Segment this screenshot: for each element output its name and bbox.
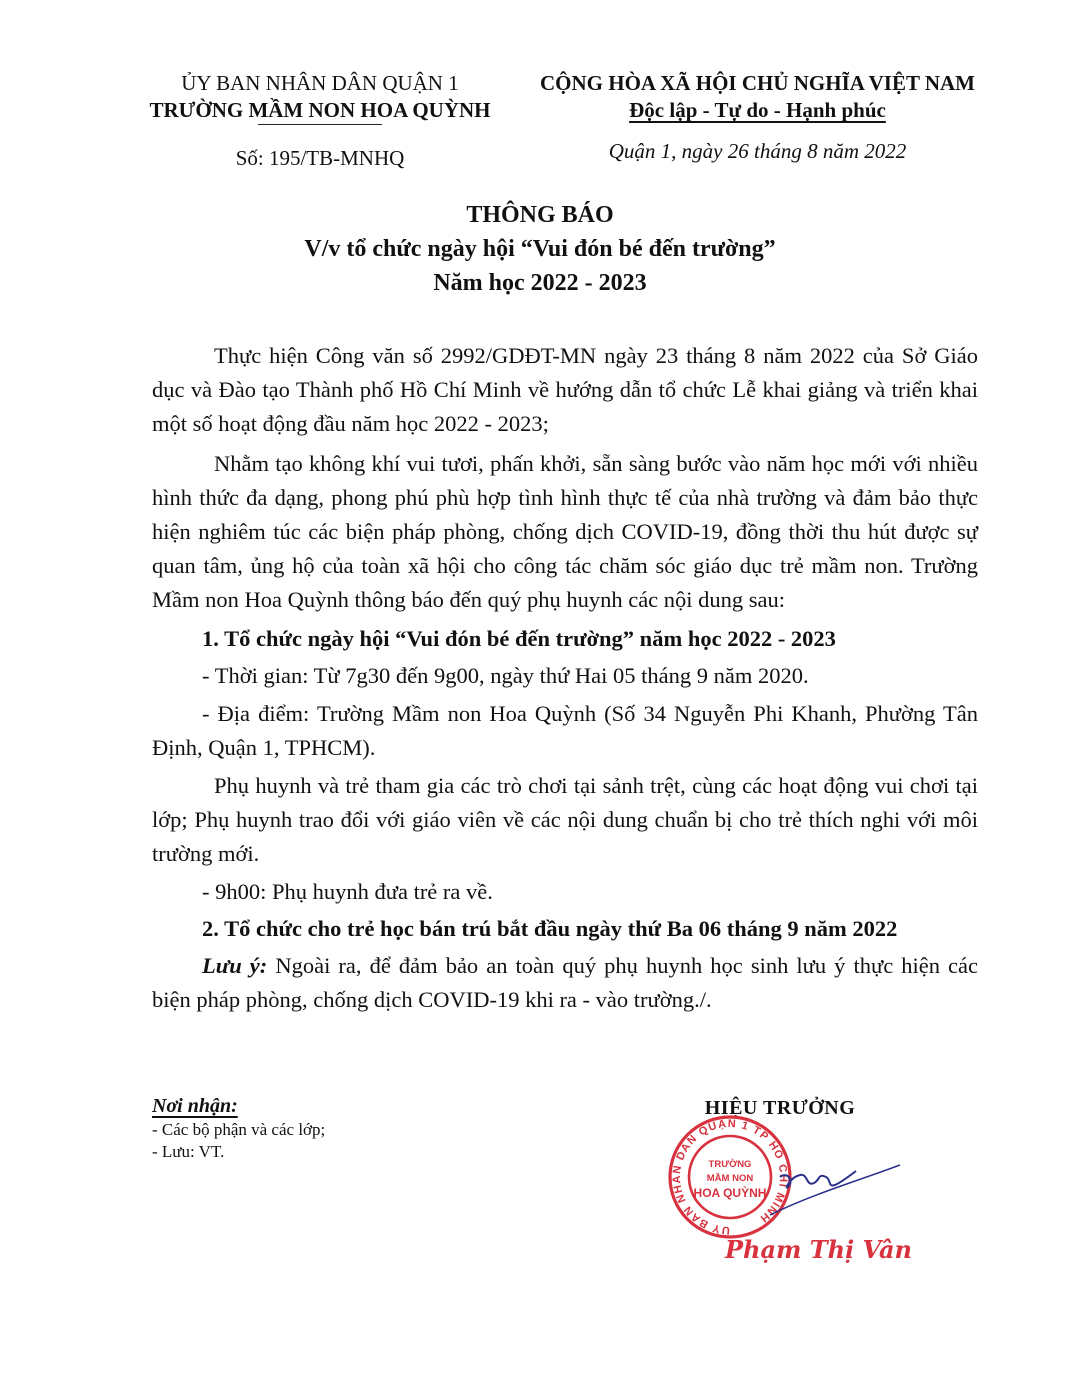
header-left-rule [258, 124, 382, 125]
time-line: - Thời gian: Từ 7g30 đến 9g00, ngày thứ Hai 05 tháng 9 năm 2020. [202, 663, 809, 688]
seal-ring-text: ỦY BAN NHÂN DÂN QUẬN 1 TP HỒ CHÍ MINH [670, 1117, 790, 1237]
agency-name: ỦY BAN NHÂN DÂN QUẬN 1 [181, 71, 459, 95]
recipient-item: - Lưu: VT. [152, 1142, 225, 1161]
signer-name: Phạm Thị Vân [725, 1235, 912, 1264]
paragraph-intro: Thực hiện Công văn số 2992/GDĐT-MN ngày 23 tháng 8 năm 2022 của Sở Giáo dục và Đào tạo Thành phố Hồ Chí Minh về hướng dẫn tổ chức Lễ khai giảng và triển khai một số hoạt động đầu năm học 2022 - 2023; [152, 343, 978, 436]
seal-line1: TRƯỜNG [708, 1159, 752, 1170]
paragraph-purpose: Nhằm tạo không khí vui tươi, phấn khởi, sẵn sàng bước vào năm học mới với nhiều hình thức đa dạng, phong phú phù hợp tình hình thực tế của nhà trường và đảm bảo thực hiện nghiêm túc các biện pháp phòng, chống dịch COVID-19, đồng thời thu hút được sự quan tâm, ủng hộ của toàn xã hội cho công tác chăm sóc giáo dục trẻ mầm non. Trường Mầm non Hoa Quỳnh thông báo đến quý phụ huynh các nội dung sau: [152, 451, 978, 612]
title-line1: THÔNG BÁO [466, 202, 614, 228]
national-motto: Độc lập - Tự do - Hạnh phúc [629, 98, 886, 122]
section2-heading: 2. Tổ chức cho trẻ học bán trú bắt đầu ngày thứ Ba 06 tháng 9 năm 2022 [202, 916, 898, 941]
seal-line2: MẦM NON [706, 1173, 754, 1184]
national-title: CỘNG HÒA XÃ HỘI CHỦ NGHĨA VIỆT NAM [539, 71, 976, 95]
section1-heading: 1. Tổ chức ngày hội “Vui đón bé đến trường” năm học 2022 - 2023 [202, 626, 836, 651]
note-paragraph [152, 949, 978, 1017]
place-line: - Địa điểm: Trường Mầm non Hoa Quỳnh (Số 34 Nguyễn Phi Khanh, Phường Tân Định, Quận 1, TPHCM). [152, 701, 978, 760]
issue-date: Quận 1, ngày 26 tháng 8 năm 2022 [608, 139, 907, 163]
recipients [152, 1093, 325, 1163]
school-name: TRƯỜNG MẦM NON HOA QUỲNH [149, 98, 491, 122]
title-line2: V/v tổ chức ngày hội “Vui đón bé đến trường” [304, 236, 776, 262]
official-stamp-and-signature [630, 1115, 920, 1290]
seal-line3: HOA QUỲNH [693, 1186, 767, 1200]
return-line: - 9h00: Phụ huynh đưa trẻ ra về. [202, 879, 493, 904]
document-number: Số: 195/TB-MNHQ [235, 146, 405, 170]
note-label: Lưu ý: [202, 953, 268, 978]
signature-title: HIỆU TRƯỞNG [704, 1097, 856, 1119]
recipients-label: Nơi nhận: [152, 1095, 238, 1117]
recipient-item: - Các bộ phận và các lớp; [152, 1120, 326, 1139]
note-text: Ngoài ra, để đảm bảo an toàn quý phụ huynh học sinh lưu ý thực hiện các biện pháp phòng, chống dịch COVID-19 khi ra - vào trường./. [152, 953, 979, 1012]
header-left [100, 70, 540, 124]
school-seal [670, 1117, 790, 1237]
document-title [150, 198, 930, 300]
document-body [152, 339, 978, 1017]
title-line3: Năm học 2022 - 2023 [433, 270, 647, 296]
paragraph-activities: Phụ huynh và trẻ tham gia các trò chơi tại sảnh trệt, cùng các hoạt động vui chơi tại lớp; Phụ huynh trao đổi với giáo viên về các nội dung chuẩn bị cho trẻ thích nghi với môi trường mới. [152, 773, 978, 866]
